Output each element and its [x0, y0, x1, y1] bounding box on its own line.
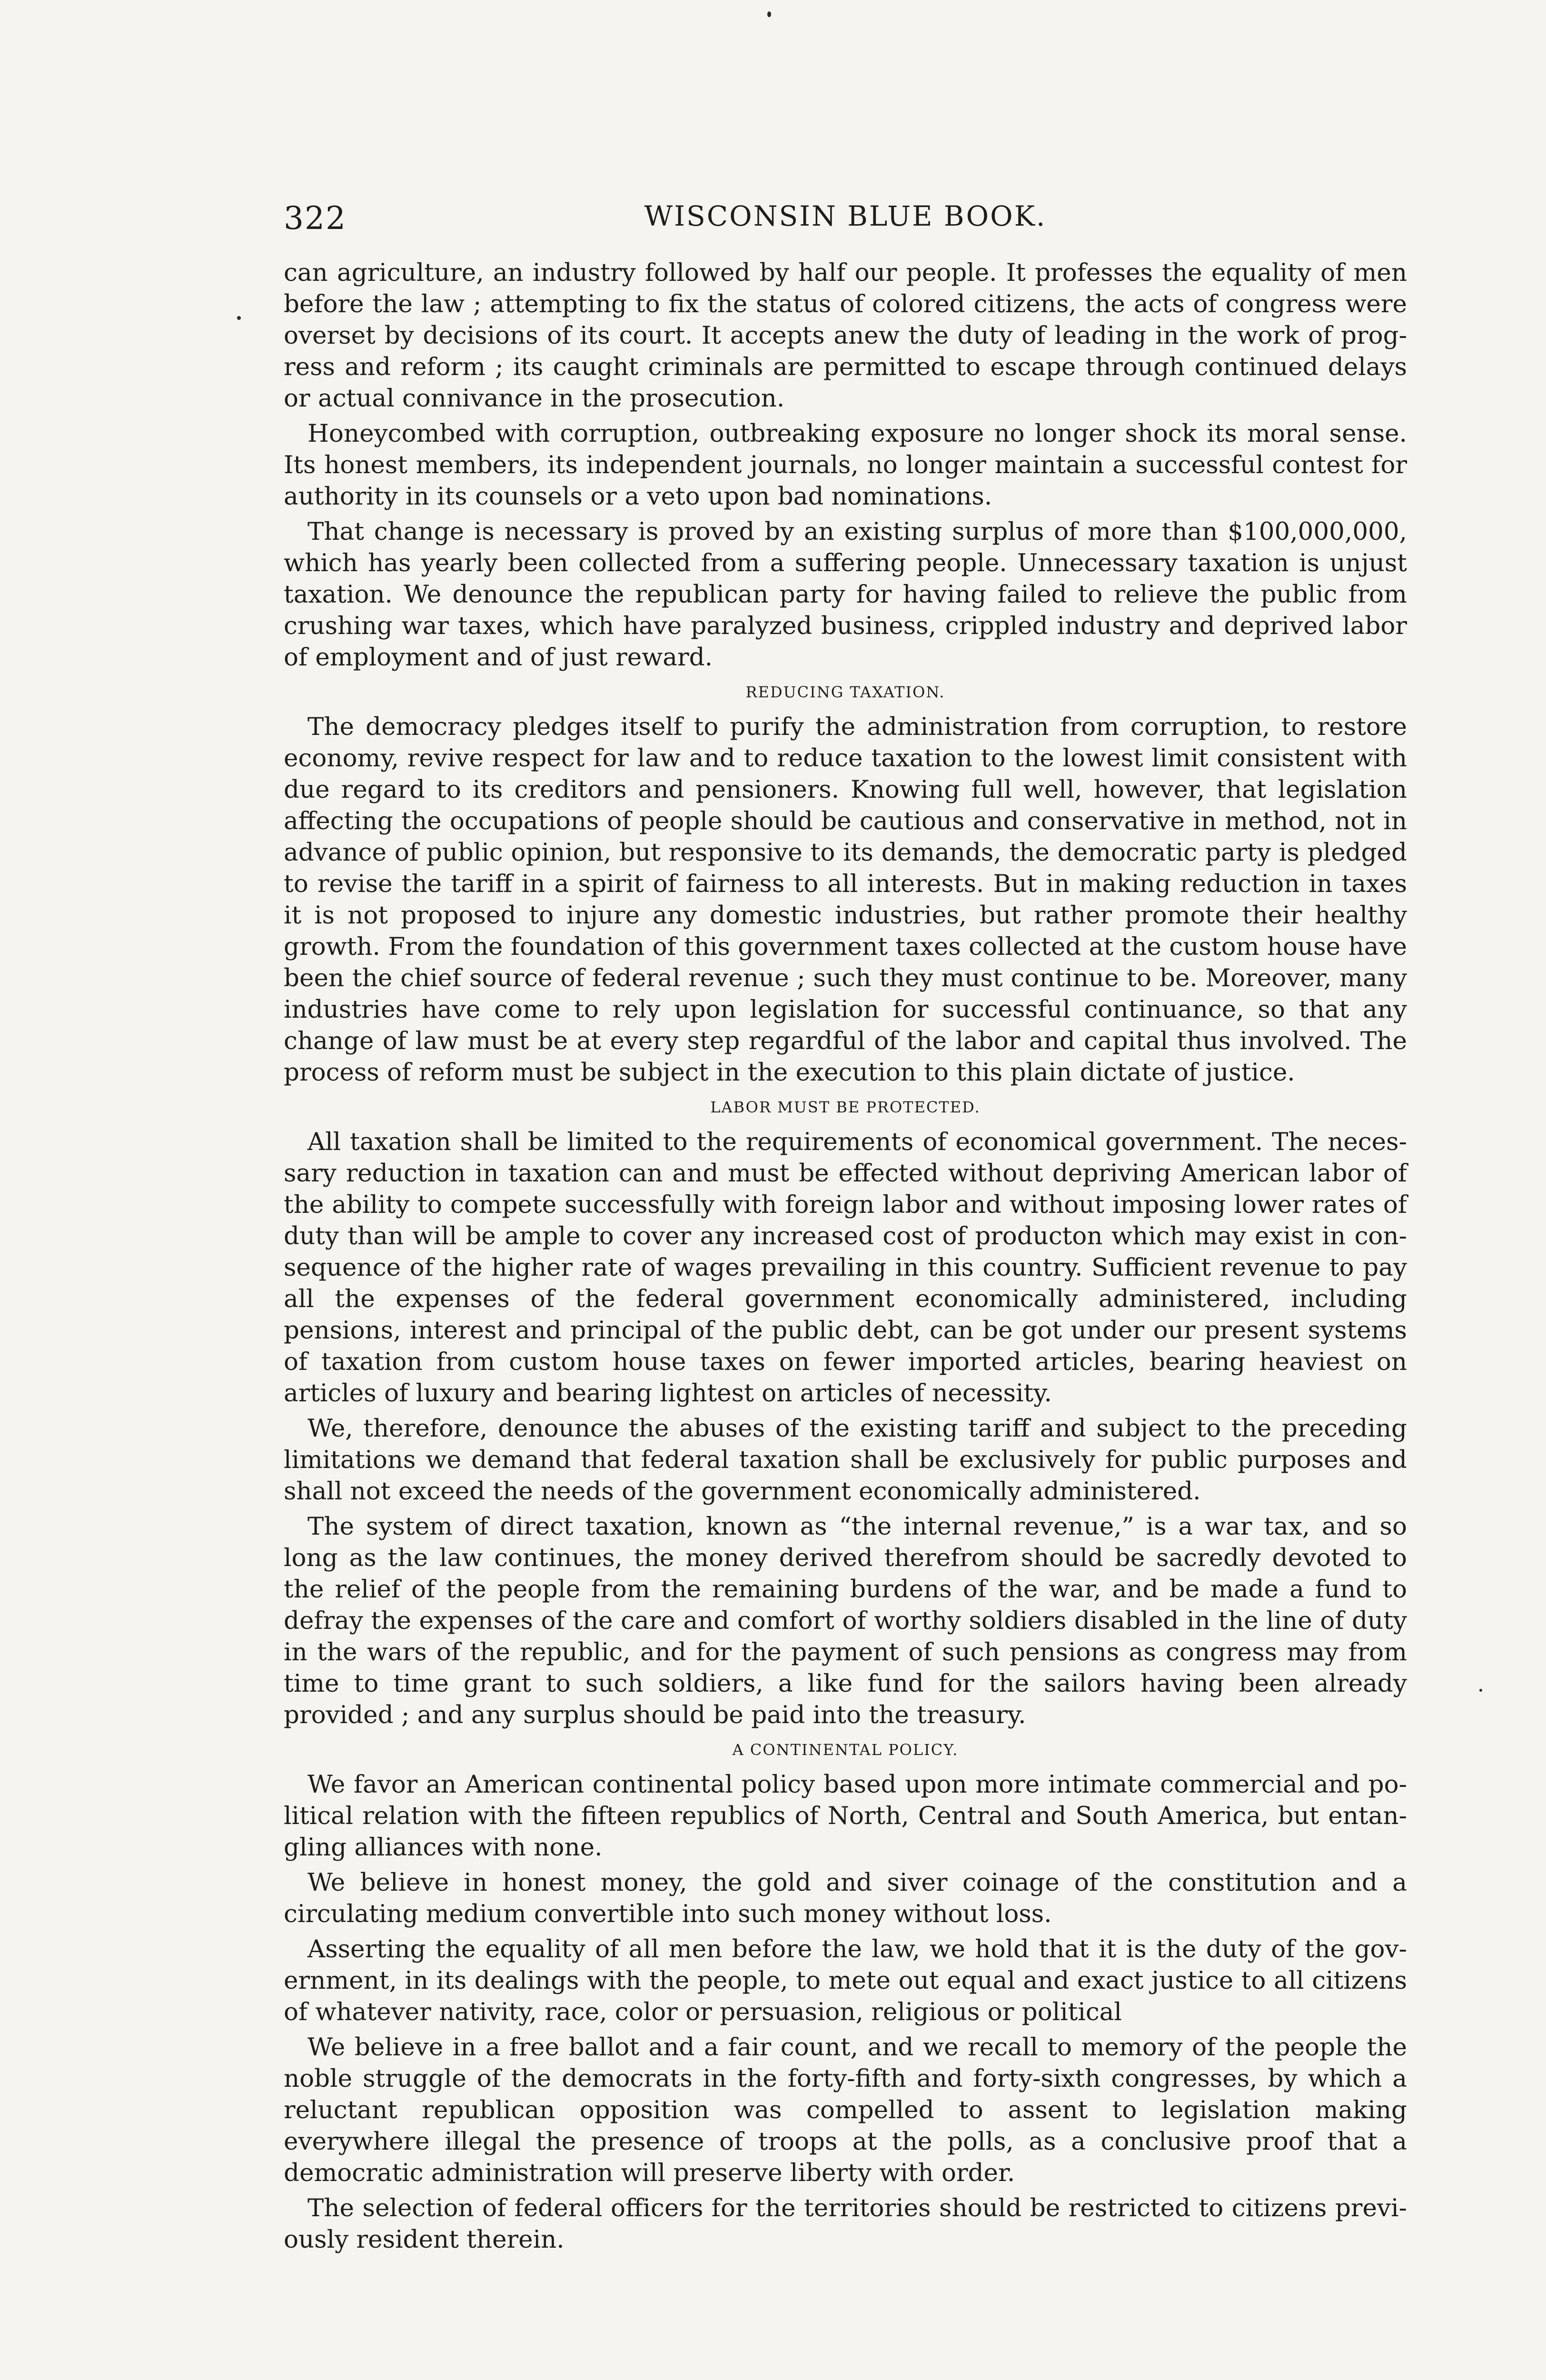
paragraph: The selection of federal officers for the territories should be restricted to citizens previously resident therein.	[284, 2194, 1407, 2254]
running-title: WISCONSIN BLUE BOOK.	[644, 200, 1047, 232]
paragraph: We believe in a free ballot and a fair count, and we recall to memory of the people the noble struggle of the democrats in the forty-fifth and forty-sixth congresses, by which a reluctant republican opposition was compelled to assent to legislation making everywhere illegal the presence of troops at the polls, as a conclusive proof that a democratic administration will preserve liberty with order.	[284, 2033, 1407, 2187]
paragraph: The system of direct taxation, known as “the internal revenue,” is a war tax, and so long as the law continues, the money derived therefrom should be sacredly devoted to the relief of the people from the remaining burdens of the war, and be made a fund to defray the expenses of the care and comfort of worthy soldiers disabled in the line of duty in the wars of the republic, and for the payment of such pensions as congress may from time to time grant to such soldiers, a like fund for the sailors having been already provided ; and any surplus should be paid into the treasury.	[284, 1512, 1407, 1729]
section-heading: LABOR MUST BE PROTECTED.	[710, 1098, 981, 1116]
section-heading: REDUCING TAXATION.	[745, 683, 945, 701]
paragraph: Honeycombed with corruption, outbreaking exposure no longer shock its moral sense. Its honest members, its independent journals, no longer maintain a successful contest for authority in its counsels or a veto upon bad nominations.	[284, 419, 1407, 511]
paragraph: Asserting the equality of all men before the law, we hold that it is the duty of the government, in its dealings with the people, to mete out equal and exact justice to all citizens of whatever nativity, race, color or persuasion, religious or political	[284, 1935, 1407, 2026]
book-page	[284, 200, 1407, 2259]
section-heading: A CONTINENTAL POLICY.	[732, 1741, 959, 1759]
print-speck	[237, 316, 241, 320]
print-speck	[1479, 1689, 1482, 1692]
paragraph: can agriculture, an industry followed by half our people. It professes the equality of men before the law ; attempting to fix the status of colored citizens, the acts of congress were overset by decisions of its court. It accepts anew the duty of leading in the work of progress and reform ; its caught criminals are permitted to escape through continued delays or actual connivance in the prosecution.	[284, 258, 1407, 413]
print-speck	[767, 11, 771, 17]
paragraph: All taxation shall be limited to the requirements of economical government. The necessary reduction in taxation can and must be effected without depriving American labor of the ability to compete successfully with foreign labor and without imposing lower rates of duty than will be ample to cover any increased cost of producton which may exist in consequence of the higher rate of wages prevailing in this country. Sufficient revenue to pay all the expenses of the federal government economically administered, including pensions, interest and principal of the public debt, can be got under our present systems of taxation from custom house taxes on fewer imported articles, bearing heaviest on articles of luxury and bearing lightest on articles of necessity.	[284, 1128, 1407, 1408]
paragraph: We believe in honest money, the gold and siver coinage of the constitution and a circulating medium convertible into such money without loss.	[284, 1868, 1407, 1928]
paragraph: We favor an American continental policy based upon more intimate commercial and political relation with the fifteen republics of North, Central and South America, but entangling alliances with none.	[284, 1770, 1407, 1862]
paragraph: We, therefore, denounce the abuses of the existing tariff and subject to the preceding limitations we demand that federal taxation shall be exclusively for public purposes and shall not exceed the needs of the government economically administered.	[284, 1414, 1407, 1506]
page-number: 322	[284, 200, 347, 237]
article-body	[284, 257, 1407, 2255]
paragraph: The democracy pledges itself to purify the administration from corruption, to restore economy, revive respect for law and to reduce taxation to the lowest limit consistent with due regard to its creditors and pensioners. Knowing full well, however, that legislation affecting the occupations of people should be cautious and conservative in method, not in advance of public opinion, but responsive to its demands, the democratic party is pledged to revise the tariff in a spirit of fairness to all interests. But in making reduction in taxes it is not proposed to injure any domestic industries, but rather promote their healthy growth. From the foundation of this government taxes collected at the custom house have been the chief source of federal revenue ; such they must continue to be. Moreover, many industries have come to rely upon legislation for successful continuance, so that any change of law must be at every step regardful of the labor and capital thus involved. The process of reform must be subject in the execution to this plain dictate of justice.	[284, 713, 1407, 1087]
paragraph: That change is necessary is proved by an existing surplus of more than $100,000,000, which has yearly been collected from a suffering people. Unnecessary taxation is unjust taxation. We denounce the republican party for having failed to relieve the public from crushing war taxes, which have paralyzed business, crippled industry and deprived labor of employment and of just reward.	[284, 517, 1407, 672]
page-header	[284, 200, 1407, 244]
